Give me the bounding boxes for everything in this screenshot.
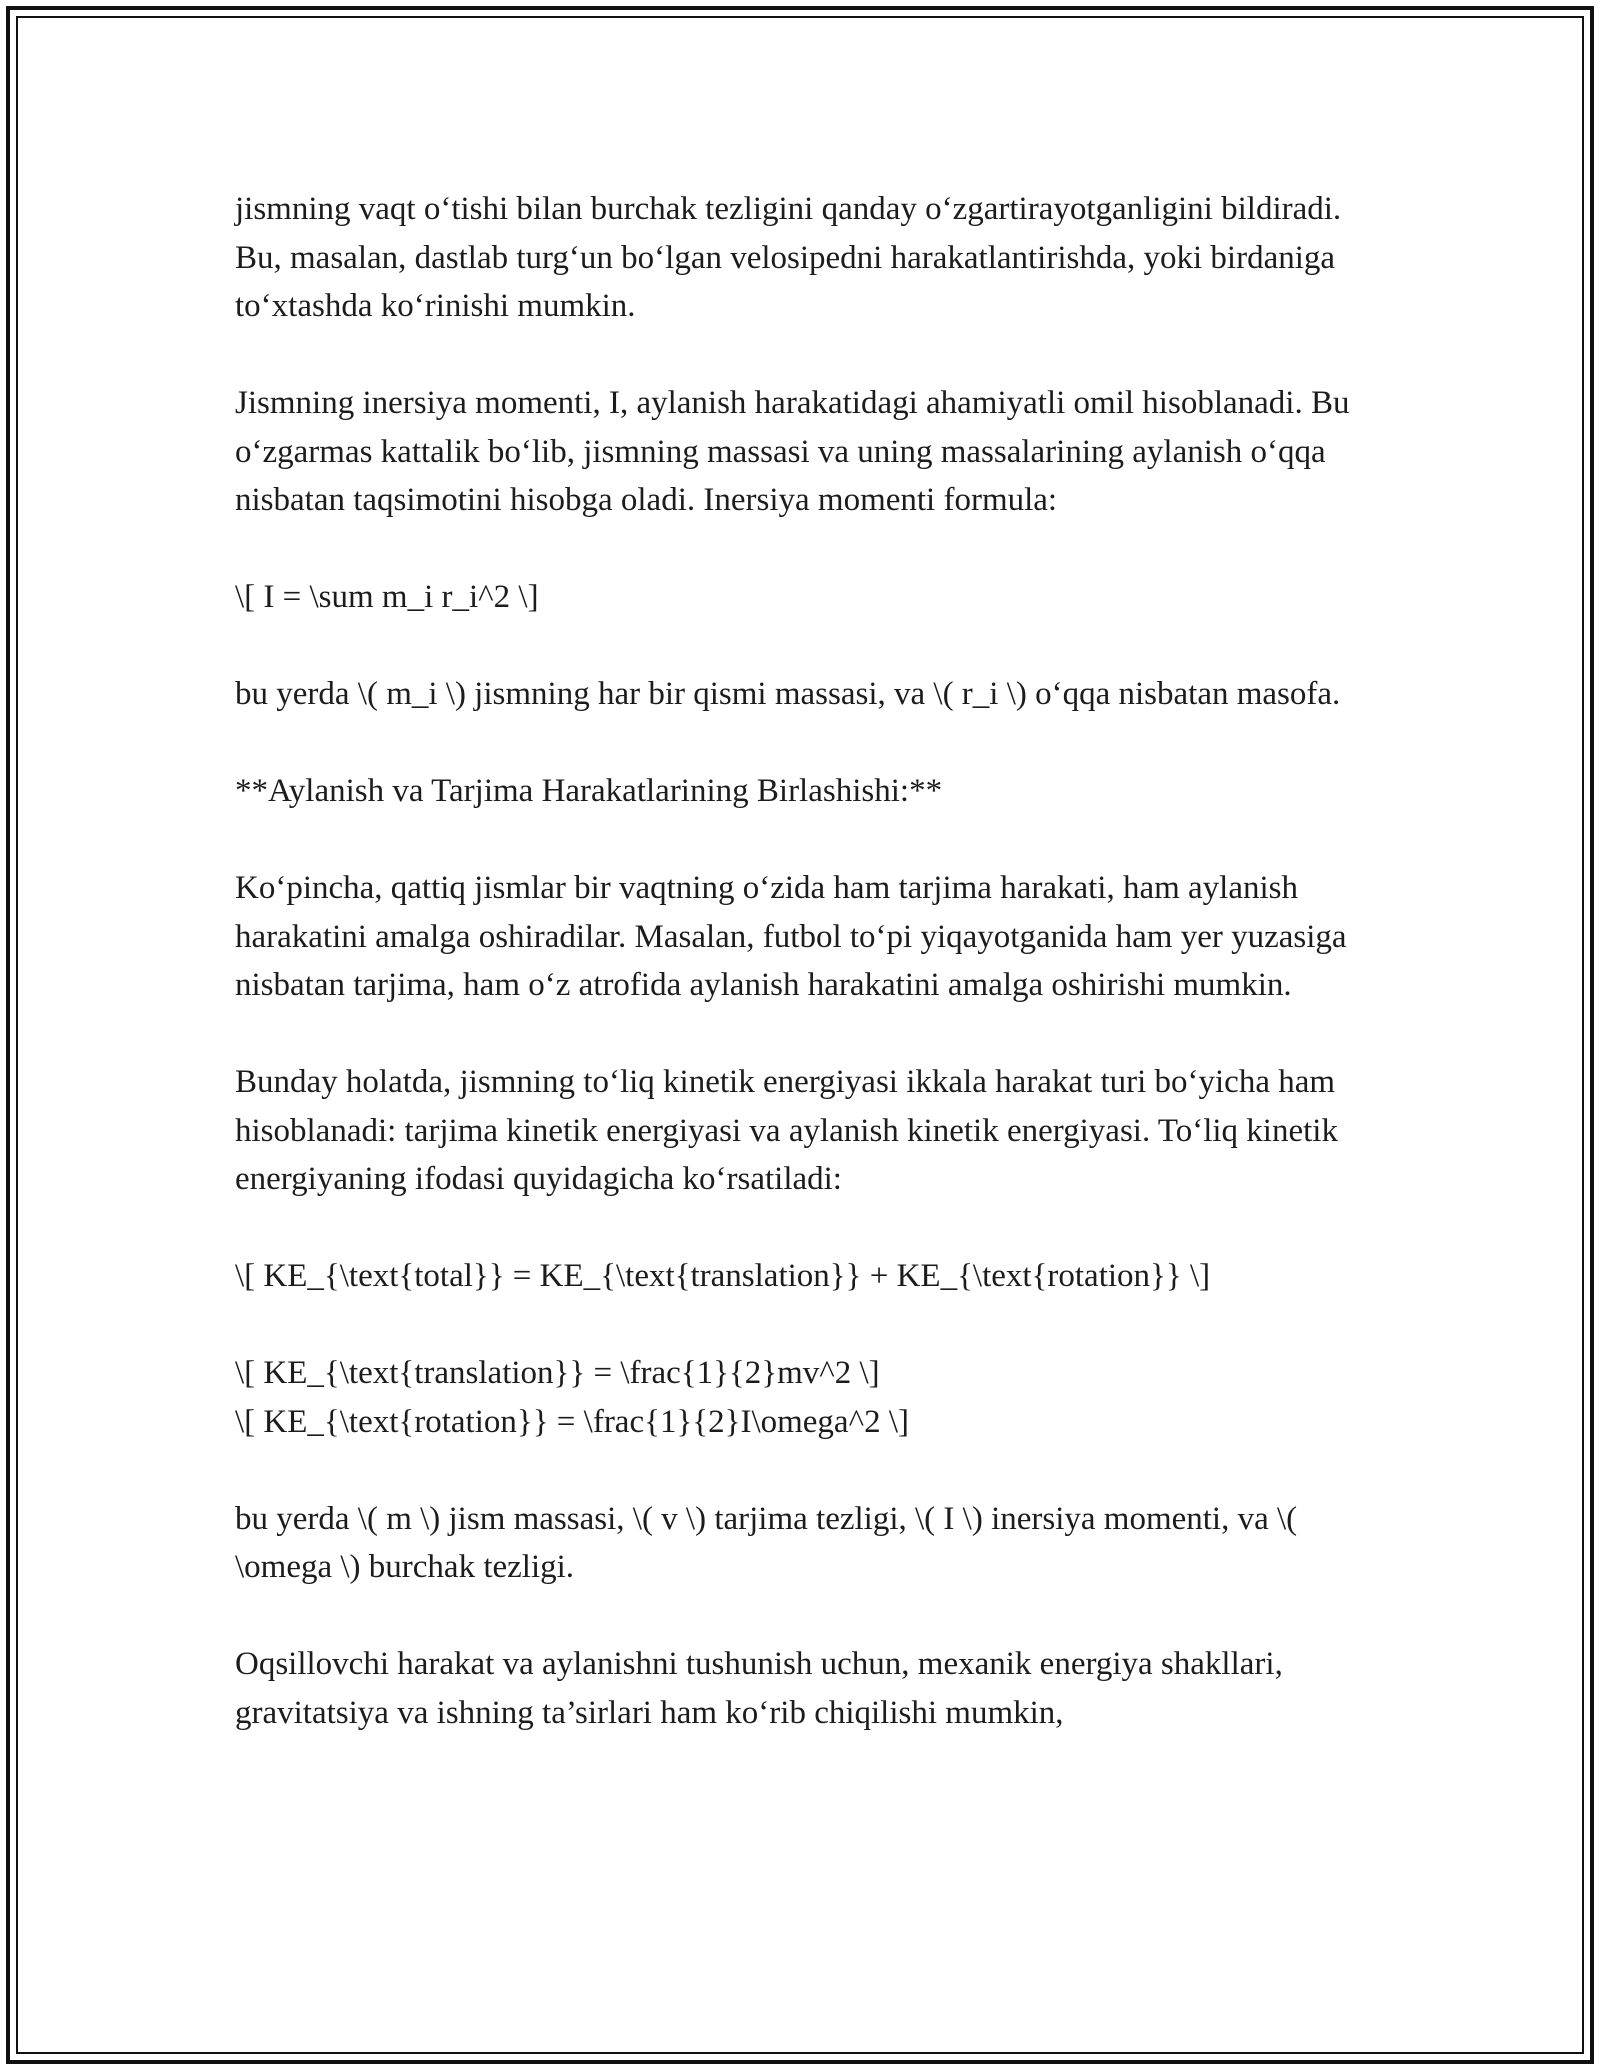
section-heading: **Aylanish va Tarjima Harakatlarining Birlashishi:** [235,773,943,809]
paragraph-variables-explanation: bu yerda \( m \) jism massasi, \( v \) tarjima tezligi, \( I \) inersiya momenti, va \( \omega \) burchak tezligi. [235,1500,1298,1585]
paragraph-total-kinetic-energy: Bunday holatda, jismning to‘liq kinetik energiyasi ikkala harakat turi bo‘yicha ham hisoblanadi: tarjima kinetik energiyasi va aylanish kinetik energiyasi. To‘liq kinetik energiyaning ifodasi quyidagicha ko‘rsatiladi: [235,1064,1338,1197]
formula-total-kinetic-energy: \[ KE_{\text{total}} = KE_{\text{translation}} + KE_{\text{rotation}} \] [235,1258,1211,1294]
paragraph-angular-acceleration: jismning vaqt o‘tishi bilan burchak tezligini qanday o‘zgartirayotganligini bildiradi. Bu, masalan, dastlab turg‘un bo‘lgan velosipedni harakatlantirishda, yoki birdaniga to‘xtashda ko‘rinishi mumkin. [235,191,1342,324]
paragraph-oscillation: Oqsillovchi harakat va aylanishni tushunish uchun, mexanik energiya shakllari, gravitatsiya va ishning ta’sirlari ham ko‘rib chiqilishi mumkin, [235,1646,1283,1731]
document-body [235,185,1365,1737]
formula-kinetic-energy-components: \[ KE_{\text{translation}} = \frac{1}{2}mv^2 \] \[ KE_{\text{rotation}} = \frac{1}{2}I\omega^2 \] [235,1355,909,1440]
formula-moment-of-inertia: \[ I = \sum m_i r_i^2 \] [235,579,539,615]
paragraph-formula-explanation: bu yerda \( m_i \) jismning har bir qismi massasi, va \( r_i \) o‘qqa nisbatan masofa. [235,676,1341,712]
paragraph-combined-motion: Ko‘pincha, qattiq jismlar bir vaqtning o‘zida ham tarjima harakati, ham aylanish harakatini amalga oshiradilar. Masalan, futbol to‘pi yiqayotganida ham yer yuzasiga nisbatan tarjima, ham o‘z atrofida aylanish harakatini amalga oshirishi mumkin. [235,870,1347,1003]
paragraph-moment-of-inertia: Jismning inersiya momenti, I, aylanish harakatidagi ahamiyatli omil hisoblanadi. Bu o‘zgarmas kattalik bo‘lib, jismning massasi va uning massalarining aylanish o‘qqa nisbatan taqsimotini hisobga oladi. Inersiya momenti formula: [235,385,1350,518]
